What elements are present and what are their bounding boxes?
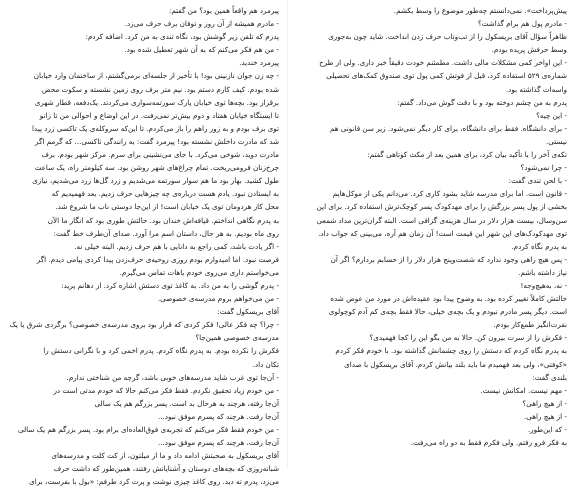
text-line: - پدرم گوشی را به من داد. به کاغذ توی دستش اشاره کرد. از دهانم پرید: [61,280,279,290]
text-line: روی ماه بودیم. به هر حال، داستان اسم مرا آورد. صدای آن‌طرف خط گفت: [53,228,279,238]
text-line: تا ایستگاه خیابان هفتاد و دوم بیش‌تر نمی‌رفت. در این اوضاع و احوالی من تا زانو [39,110,279,120]
text-line: تکان داد. [252,359,279,369]
text-line: نفرت‌انگیز طمع‌کار بودم. [493,320,567,330]
text-line: - من خودم زیاد تحقیق نکردم. فقط فکر می‌کنم حالا که خودم مدتی است در [53,385,279,395]
text-line: - آن‌جا توی غرب شاید مدرسه‌های خوبی باشد، گرچه من شناختی ندارم. [66,372,279,382]
text-line: - با لحن تندی گفت: [508,176,567,186]
text-line: توی مهدکودک‌های این شهر این قیمت است! آن زمان هم آره، می‌بینی که جواب داد. [318,228,567,238]
text-line: وسط حرفش پریده بودم. [491,45,567,55]
text-line: طول کشید. بهار بود ما هم سوار سورتمه می‌شدیم و زرد گل‌ها زرد می‌شدیم، نیازی [32,176,279,186]
text-line: واسه‌ات گذاشته بود. [505,84,567,94]
text-line: به پدرم نگاهی انداختم. قیافه‌اش خندان بود. حالتش طوری بود که انگار ما الآن [47,215,279,225]
text-line: پدرم به من چشم دوخته بود و با دقت گوش می‌داد. گفتم: [397,97,567,107]
text-line: پیرمرد هم واقعاً همین بود؟ من گفتم: [168,6,279,15]
text-line: ظاهراً سؤال آقای بریسکول را از تب‌وتاب حرف زدن انداخت. شاید چون به‌جوری [328,32,567,42]
text-line: مادرت دوید، شوخی می‌کرد. با جای می‌نشینی برای سرم. مرکز شهر بودم. برف [41,150,279,160]
text-line: شده بودم. کیف کارم دستم بود. نیم متر برف روی زمین نشسته و سکوت محض [41,84,279,94]
text-line: به پدرم نگاه کردم که دستش را روی چشمانش گذاشته بود. با خودم فکر کردم [335,346,567,356]
text-line: تکه‌ی آخر را با تأکید بیان کرد، برای همین بعد از مکث کوتاهی گفتم: [367,150,567,160]
text-line: - قانون است. اما برای مدرسه شاید بشود کاری کرد. می‌دانم یکی از موکل‌هایم [332,189,567,199]
text-line: شبانه‌روزی که بچه‌های دوستان و آشنایانش رفتند، همین‌طور که داشت حرف [53,464,279,474]
right-page [288,0,575,469]
text-line: - این چیه؟ [536,110,567,120]
text-line: آن‌جا رفت. هرچند که پسرم موفق نبود... [157,411,279,421]
left-page [0,0,287,487]
text-line: پیرمرد خندید. [239,58,279,68]
text-line: - که این‌طور. [527,425,567,434]
text-line: - برای دانشگاه. فقط برای دانشگاه، برای کار دیگر نمی‌شود. زیر سن قانونی هم [329,123,567,133]
text-line: بخشی از پول پسر بزرگش را برای مهدکودک پسر کوچک‌ترش استفاده کرد. برای این [316,202,567,212]
text-line: آن‌جا رفته، هرچند به هرحال بد است. پسر بزرگم هم یک سالی [94,398,279,408]
text-line: - چه زن جوان نازنینی بود! با تأخیر از جلسه‌ای برمی‌گشتم، از ساختمان وارد خیابان [33,71,279,81]
text-line: - من می‌خواهم بروم مدرسه‌ی خصوصی. [157,294,279,304]
text-line: سن‌وسال، بیست هزار دلار در سال هزینه‌ی گزافی است. البته گران‌ترین مداد شمعی [316,215,567,225]
text-line: - پس هیچ راهی وجود ندارد که شصت‌وپنج هزار دلار را از حسابم بردارم؟ اگر آن [330,254,567,264]
text-line: - من خودم فقط فکر می‌کنم که تجربه‌ی فوق‌العاده‌ای برام بود. پسر بزرگم هم یک سالی [17,425,279,434]
text-line: - مهم نیست. امکانش نیست. [480,385,567,395]
text-line: نیستی. [545,136,567,146]
text-line: فرصت نبود. اما امیدوارم بودم روزی روحیه‌ی حرف‌زدن پیدا کردی پیامی دیدم. اگر [36,254,279,264]
text-line: - اگر یادت باشد، کمی راجع به دانایی با هم حرف زدیم. البته خیلی نه. [74,241,279,251]
text-line: پدرم که تلفن زیر گوشش بود، نگاه تندی به من کرد. اضافه کردم: [85,32,279,42]
text-line: به پدرم نگاه کردم. [511,241,567,251]
text-line: نیاز داشته باشم. [518,267,567,277]
text-line: - مادرم همیشه از آن روز و توفان برف حرف می‌زد. [124,19,279,29]
text-line: برقرار بود. بچه‌ها توی خیابان پارک سورتمه‌سواری می‌کردند. یک‌دفعه، قطار شهری [34,97,279,107]
text-line: شد که مادرت داخلش نشسته بود! پیرمرد گفت: به رانندگی تاکسی... که گرمم اگر [35,136,279,146]
text-line: - نه، به‌هیچ‌وجه! [520,280,567,290]
text-line: چرخ‌زنان فرومی‌ریخت. تمام چراغ‌های شهر روشن بود. سه کیلومتر راه، یک ساعت [34,163,279,173]
text-line: - از هیچ راهی. [523,411,567,421]
text-line: بلندی گفت: [532,372,567,382]
text-line: می‌خواستم داری می‌روی خودم باهات تماس می‌گیرم. [119,267,279,277]
text-line: آن‌جا رفت، هرچند که پسرم موفق نبود... [157,438,279,448]
text-line: «کوفتی»، ولی بعد فهمیدم ما باید بلند بیانش کردم. آقای بریسکول با صدای [344,359,567,369]
text-line: شماره‌ی ۵۲۹ استفاده کرد، قبل از فوتش کمی پول توی صندوق کمک‌های تحصیلی [326,71,567,81]
text-line: به فکر فرو رفتم. ولی فکرم فقط به دو راه می‌رفت. [410,438,567,448]
text-line: - از هیچ راهی؟ [522,398,567,408]
text-line: به ایستادن نبود. یادم هست درباره‌ی چه چیزهایی حرف زدیم. بعد فهمیدیم که [51,189,279,199]
text-line: - فکرش را از سرت بیرون کن. حالا به من بگو این را کجا فهمیدی؟ [369,333,567,343]
text-line: مدرسه‌ی خصوصی همین‌جا؟ [195,333,279,343]
text-line: توی برف بودم و به زور راهم را باز می‌کردم. تا این‌که سروکله‌ی یک تاکسی زرد پیدا [32,123,279,133]
text-line: - این اواخر کمی مشکلات مالی داشت. مطمئنم خودت دقیقاً خبر داری. ولی از طرح [319,58,567,68]
text-line: - چرا؟ چه فکر عالی! فکر کردی که قرار بود بروی مدرسه‌ی خصوصی؟ برگردی شرق یا یک [9,320,279,330]
text-line: می‌زد، پدرم ته دید. روی کاغذ چیزی نوشت و پرت کرد طرفم: «بول با بفرست، برای [29,477,279,487]
text-line: - چرا نمی‌شود؟ [520,163,567,173]
text-line: - من هم فکر می‌کنم که به آن شهر تعطیل شده بود. [124,45,279,55]
text-line: فکرش را نکرده بودم. به پدرم نگاه کردم. پدرم اخمی کرد و با نگرانی دستش را [43,346,279,356]
text-line: آقای بریسکول گفت: [217,307,279,317]
text-line: است. دیگر پسر مادرم نبودم و یک بچه‌ی خیلی، حالا فقط بچه‌ی کم آدم کوچولوی [328,307,567,317]
text-line: پیش‌پرداخت». نمی‌دانستم چه‌طور موضوع را وسط بکشم. [393,6,567,15]
text-line: آقای بریسکول به صحبتش ادامه داد و ما از میلتون، از کت کلت و مدرسه‌های [51,451,279,461]
text-line: - مادرم پول هم برام گذاشت؟ [477,19,567,29]
text-line: محل کار هردومان توی یک خیابان است! از این‌جا دوستی ناب ما شروع شد. [55,202,279,212]
text-line: حالتش کاملاً تغییر کرده بود. به وضوح پیدا بود عقیده‌اش در مورد من عوض شده [330,294,567,304]
